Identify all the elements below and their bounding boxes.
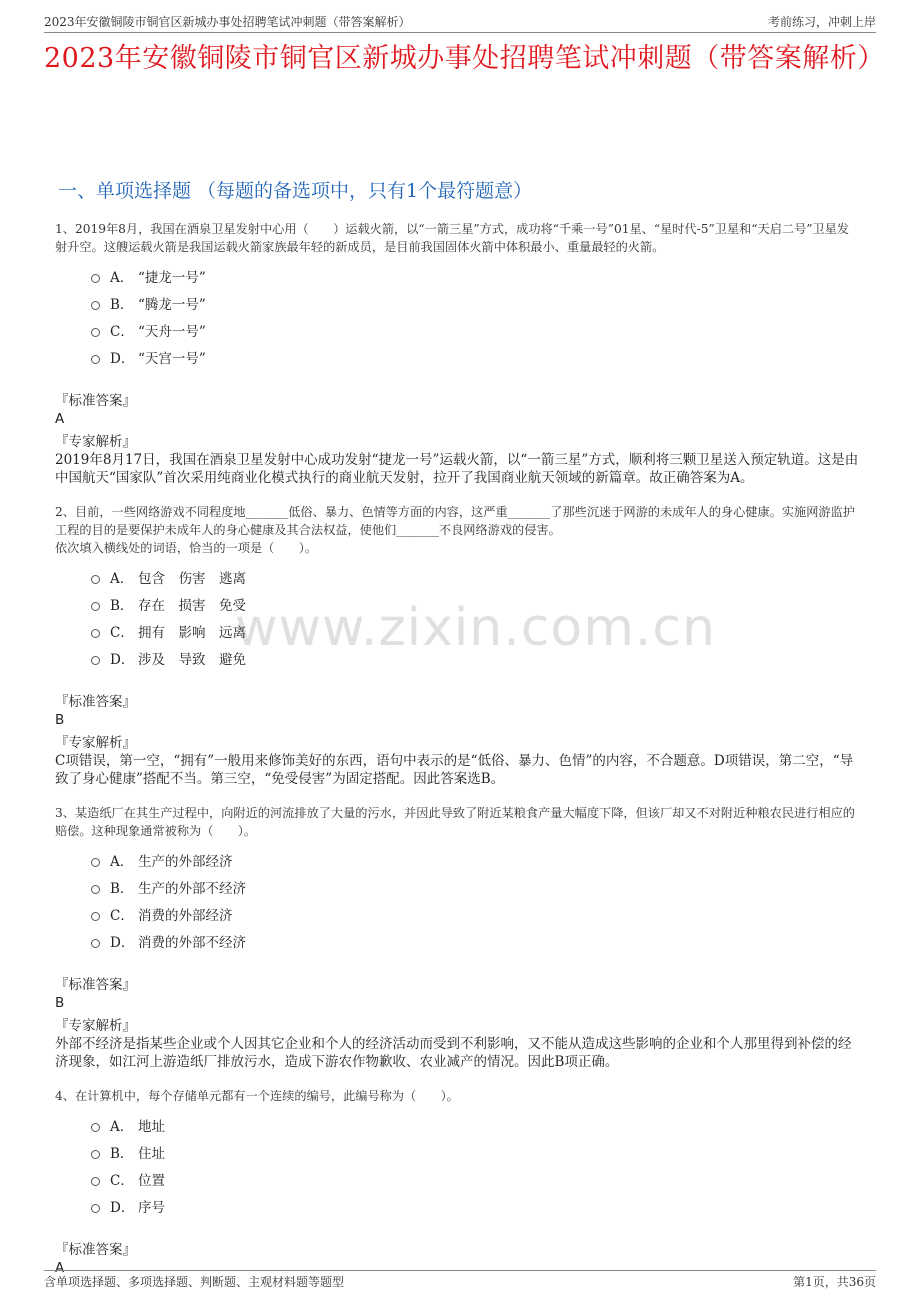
radio-icon[interactable] [91, 1123, 100, 1132]
answer-label: 『标准答案』 [55, 393, 136, 409]
radio-icon[interactable] [91, 274, 100, 283]
answer-label: 『标准答案』 [55, 694, 136, 710]
explanation-label: 『专家解析』 [55, 1018, 136, 1034]
radio-icon[interactable] [91, 1204, 100, 1213]
question-list [55, 220, 860, 1277]
document-title: 2023年安徽铜陵市铜官区新城办事处招聘笔试冲刺题（带答案解析） [44, 43, 885, 74]
answer-value: A [55, 411, 65, 427]
radio-icon[interactable] [91, 602, 100, 611]
header-slogan: 考前练习，冲刺上岸 [767, 15, 876, 29]
radio-icon[interactable] [91, 885, 100, 894]
section-title: 一、单项选择题 （每题的备选项中，只有1个最符题意） [58, 180, 533, 202]
option-a[interactable]: A． 地址 [91, 1111, 860, 1138]
option-d[interactable]: D． 涉及 导致 避免 [91, 644, 860, 671]
option-d[interactable]: D． 序号 [91, 1192, 860, 1219]
radio-icon[interactable] [91, 1150, 100, 1159]
radio-icon[interactable] [91, 575, 100, 584]
radio-icon[interactable] [91, 328, 100, 337]
option-list [91, 563, 860, 671]
question-1 [55, 220, 860, 487]
question-text: 4、在计算机中，每个存储单元都有一个连续的编号，此编号称为（ ）。 [55, 1089, 459, 1103]
option-c[interactable]: C． 位置 [91, 1165, 860, 1192]
option-b[interactable]: B． “腾龙一号” [91, 289, 860, 316]
header-doc-title: 2023年安徽铜陵市铜官区新城办事处招聘笔试冲刺题（带答案解析） [44, 15, 411, 29]
option-list [91, 262, 860, 370]
radio-icon[interactable] [91, 656, 100, 665]
option-c[interactable]: C． 拥有 影响 远离 [91, 617, 860, 644]
explanation-text: 外部不经济是指某些企业或个人因其它企业和个人的经济活动而受到不利影响，又不能从造成这些影响的企业和个人那里得到补偿的经济现象，如江河上游造纸厂排放污水，造成下游农作物歉收、农业减产的情况。因此B项正确。 [55, 1036, 852, 1070]
option-c[interactable]: C． 消费的外部经济 [91, 900, 860, 927]
question-3 [55, 804, 860, 1071]
page-number: 第1页，共36页 [793, 1275, 876, 1289]
footer-question-types: 含单项选择题、多项选择题、判断题、主观材料题等题型 [44, 1275, 345, 1289]
question-text: 1、2019年8月，我国在酒泉卫星发射中心用（ ）运载火箭，以“一箭三星”方式，成功将“千乘一号”01星、“星时代-5”卫星和“天启二号”卫星发射升空。这艘运载火箭是我国运载火箭家族最年轻的新成员，是目前我国固体火箭中体积最小、重量最轻的火箭。 [55, 222, 850, 254]
explanation-text: 2019年8月17日，我国在酒泉卫星发射中心成功发射“捷龙一号”运载火箭，以“一箭三星”方式，顺利将三颗卫星送入预定轨道。这是由中国航天“国家队”首次采用纯商业化模式执行的商业航天发射，拉开了我国商业航天领域的新篇章。故正确答案为A。 [55, 452, 859, 486]
question-2 [55, 503, 860, 788]
explanation-label: 『专家解析』 [55, 735, 136, 751]
answer-label: 『标准答案』 [55, 1242, 136, 1258]
answer-value: B [55, 995, 65, 1011]
option-b[interactable]: B． 存在 损害 免受 [91, 590, 860, 617]
explanation-text: C项错误，第一空，“拥有”一般用来修饰美好的东西，语句中表示的是“低俗、暴力、色情”的内容，不合题意。D项错误，第二空，“导致了身心健康”搭配不当。第三空，“免受侵害”为固定搭配。因此答案选B。 [55, 753, 854, 787]
radio-icon[interactable] [91, 1177, 100, 1186]
option-list [91, 1111, 860, 1219]
radio-icon[interactable] [91, 629, 100, 638]
page-footer [44, 1270, 876, 1290]
option-d[interactable]: D． 消费的外部不经济 [91, 927, 860, 954]
answer-value: A [55, 1260, 65, 1276]
watermark: www.zixin.com.cn [235, 598, 716, 658]
option-a[interactable]: A． 生产的外部经济 [91, 846, 860, 873]
option-a[interactable]: A． “捷龙一号” [91, 262, 860, 289]
page-header [44, 10, 876, 33]
radio-icon[interactable] [91, 301, 100, 310]
radio-icon[interactable] [91, 912, 100, 921]
option-b[interactable]: B． 住址 [91, 1138, 860, 1165]
option-b[interactable]: B． 生产的外部不经济 [91, 873, 860, 900]
radio-icon[interactable] [91, 858, 100, 867]
option-c[interactable]: C． “天舟一号” [91, 316, 860, 343]
radio-icon[interactable] [91, 939, 100, 948]
option-d[interactable]: D． “天宫一号” [91, 343, 860, 370]
question-text: 3、某造纸厂在其生产过程中，向附近的河流排放了大量的污水，并因此导致了附近某粮食产量大幅度下降，但该厂却又不对附近种粮农民进行相应的赔偿。这种现象通常被称为（ ）。 [55, 806, 855, 838]
radio-icon[interactable] [91, 355, 100, 364]
question-4 [55, 1087, 860, 1277]
question-text: 2、目前，一些网络游戏不同程度地_______低俗、暴力、色情等方面的内容，这严重_______了那些沉迷于网游的未成年人的身心健康。实施网游监护工程的目的是要保护未成年人的身心健康及其合法权益，使他们_______不良网络游戏的侵害。 依次填入横线处的词语，恰当的一项是（ ）。 [55, 505, 855, 555]
option-list [91, 846, 860, 954]
answer-label: 『标准答案』 [55, 977, 136, 993]
explanation-label: 『专家解析』 [55, 434, 136, 450]
option-a[interactable]: A． 包含 伤害 逃离 [91, 563, 860, 590]
answer-value: B [55, 712, 65, 728]
